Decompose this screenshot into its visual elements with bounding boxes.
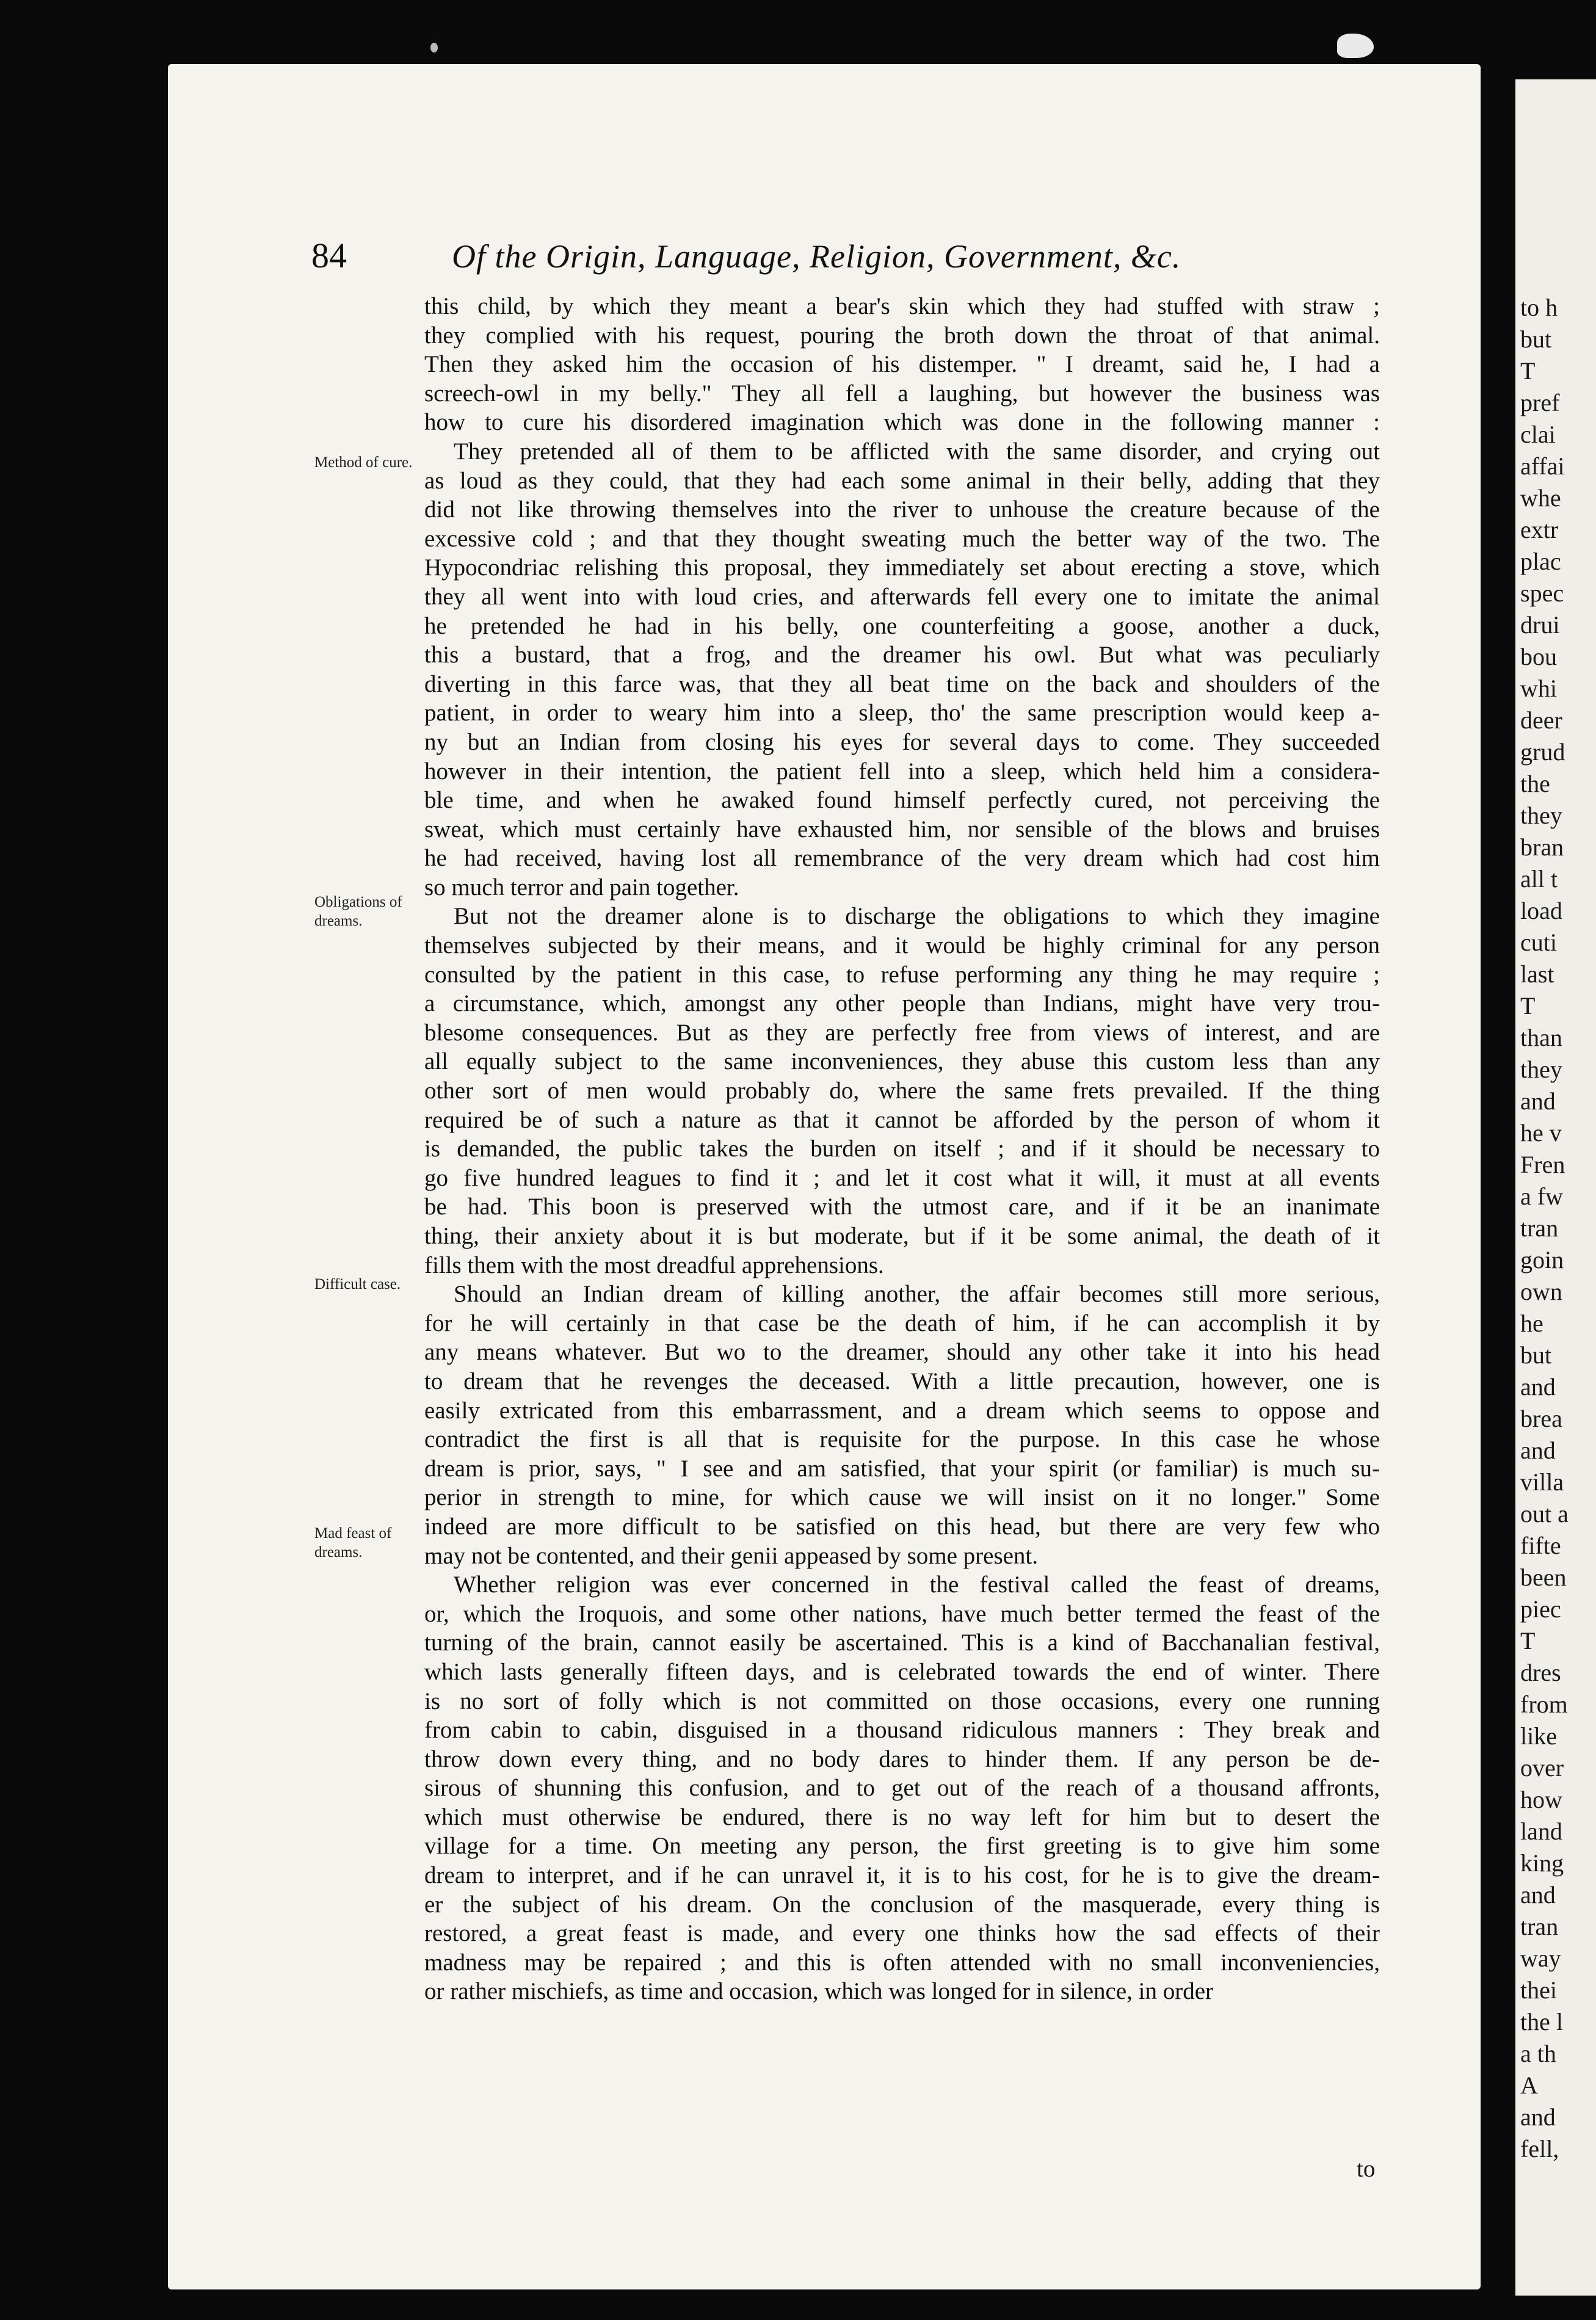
text-line: be had. This boon is preserved with the utmost care, and if it be an inanimate: [424, 1194, 1380, 1220]
facing-page-fragment: he: [1520, 1310, 1543, 1337]
facing-page-fragment: to h: [1520, 294, 1558, 321]
text-line: as loud as they could, that they had each some animal in their belly, adding that they: [424, 467, 1380, 494]
text-line: from cabin to cabin, disguised in a thousand ridiculous manners : They break and: [424, 1717, 1380, 1744]
facing-page-fragment: they: [1520, 1056, 1562, 1083]
text-line: how to cure his disordered imagination which was done in the following manner :: [424, 409, 1380, 436]
facing-page-fragment: bou: [1520, 643, 1557, 670]
text-line: village for a time. On meeting any person, the first greeting is to give him some: [424, 1833, 1380, 1860]
facing-page-edge: [1515, 79, 1596, 2296]
catchword: to: [1357, 2156, 1376, 2182]
facing-page-fragment: dres: [1520, 1659, 1561, 1686]
text-line: Hypocondriac relishing this proposal, they immediately set about erecting a stove, which: [424, 554, 1380, 581]
body-text: [424, 292, 1380, 2006]
facing-page-fragment: spec: [1520, 579, 1564, 607]
facing-page-fragment: bran: [1520, 833, 1564, 861]
text-line: sirous of shunning this confusion, and to get out of the reach of a thousand affronts,: [424, 1775, 1380, 1802]
sidenote-mad-feast-of-dreams: Mad feast of dreams.: [314, 1525, 392, 1561]
text-line: madness may be repaired ; and this is often attended with no small inconveniencies,: [424, 1949, 1380, 1976]
facing-page-fragment: load: [1520, 897, 1562, 924]
facing-page-fragment: and: [1520, 2103, 1556, 2131]
facing-page-fragment: and: [1520, 1087, 1556, 1115]
facing-page-fragment: the l: [1520, 2008, 1563, 2035]
text-line: er the subject of his dream. On the conclusion of the masquerade, every thing is: [424, 1891, 1380, 1918]
facing-page-fragment: villa: [1520, 1468, 1564, 1496]
text-line: But not the dreamer alone is to discharge the obligations to which they imagine: [454, 903, 1380, 930]
facing-page-fragment: than: [1520, 1024, 1562, 1051]
facing-page-fragment: clai: [1520, 421, 1556, 448]
facing-page-fragment: T: [1520, 357, 1536, 385]
text-line: Then they asked him the occasion of his distemper. " I dreamt, said he, I had a: [424, 351, 1380, 378]
facing-page-fragment: out a: [1520, 1500, 1569, 1528]
facing-page-fragment: how: [1520, 1786, 1562, 1813]
text-line: all equally subject to the same inconveniences, they abuse this custom less than any: [424, 1048, 1380, 1075]
text-line: thing, their anxiety about it is but moderate, but if it be some animal, the death of it: [424, 1223, 1380, 1249]
text-line: dream to interpret, and if he can unravel it, it is to his cost, for he is to give the dream-: [424, 1862, 1380, 1889]
text-line: he pretended he had in his belly, one counterfeiting a goose, another a duck,: [424, 612, 1380, 639]
text-line: any means whatever. But wo to the dreamer, should any other take it into his head: [424, 1339, 1380, 1366]
text-line: he had received, having lost all remembrance of the very dream which had cost him: [424, 845, 1380, 872]
text-line: turning of the brain, cannot easily be ascertained. This is a kind of Bacchanalian festival,: [424, 1629, 1380, 1656]
text-line: they complied with his request, pouring the broth down the throat of that animal.: [424, 322, 1380, 349]
facing-page-fragment: and: [1520, 1881, 1556, 1909]
text-line: fills them with the most dreadful apprehensions.: [424, 1252, 884, 1278]
facing-page-fragment: way: [1520, 1945, 1561, 1972]
text-line: or, which the Iroquois, and some other nations, have much better termed the feast of the: [424, 1600, 1380, 1627]
facing-page-fragment: over: [1520, 1754, 1564, 1782]
facing-page-fragment: a fw: [1520, 1183, 1563, 1210]
text-line: diverting in this farce was, that they all beat time on the back and shoulders of the: [424, 670, 1380, 697]
text-line: a circumstance, which, amongst any other people than Indians, might have very trou-: [424, 990, 1380, 1017]
text-line: consulted by the patient in this case, to refuse performing any thing he may require ;: [424, 961, 1380, 988]
text-line: this a bustard, that a frog, and the dreamer his owl. But what was peculiarly: [424, 642, 1380, 669]
text-line: for he will certainly in that case be the death of him, if he can accomplish it by: [424, 1310, 1380, 1336]
facing-page-fragment: all t: [1520, 865, 1558, 893]
facing-page-fragment: own: [1520, 1278, 1562, 1305]
sidenote-method-of-cure: Method of cure.: [314, 454, 413, 471]
sidenote-difficult-case: Difficult case.: [314, 1276, 401, 1292]
text-line: which must otherwise be endured, there is no way left for him but to desert the: [424, 1803, 1380, 1830]
facing-page-fragment: extr: [1520, 516, 1559, 543]
facing-page-fragment: fifte: [1520, 1532, 1561, 1559]
facing-page-fragment: tran: [1520, 1214, 1559, 1242]
facing-page-fragment: whe: [1520, 484, 1561, 512]
facing-page-fragment: and: [1520, 1373, 1556, 1401]
text-line: screech-owl in my belly." They all fell a laughing, but however the business was: [424, 380, 1380, 407]
facing-page-fragment: drui: [1520, 611, 1560, 639]
text-line: themselves subjected by their means, and it would be highly criminal for any person: [424, 932, 1380, 959]
facing-page-fragment: but: [1520, 325, 1552, 353]
facing-page-fragment: been: [1520, 1564, 1567, 1591]
facing-page-fragment: but: [1520, 1341, 1552, 1369]
facing-page-fragment: thei: [1520, 1976, 1557, 2004]
text-line: or rather mischiefs, as time and occasion, which was longed for in silence, in order: [424, 1978, 1214, 2005]
text-line: this child, by which they meant a bear's skin which they had stuffed with straw ;: [424, 293, 1380, 319]
text-line: required be of such a nature as that it cannot be afforded by the person of whom it: [424, 1106, 1380, 1133]
running-head: Of the Origin, Language, Religion, Government, &c.: [452, 238, 1181, 275]
facing-page-fragment: Fren: [1520, 1151, 1565, 1178]
facing-page-fragment: T: [1520, 992, 1536, 1020]
sidenote-obligations-of-dreams: Obligations of dreams.: [314, 894, 402, 929]
facing-page-fragment: he v: [1520, 1119, 1562, 1147]
text-line: indeed are more difficult to be satisfied on this head, but there are very few who: [424, 1513, 1380, 1540]
facing-page-fragment: land: [1520, 1818, 1562, 1845]
facing-page-fragment: cuti: [1520, 929, 1557, 956]
facing-page-fragment: affai: [1520, 452, 1565, 480]
facing-page-fragment: plac: [1520, 548, 1561, 575]
facing-page-fragment: brea: [1520, 1405, 1562, 1432]
facing-page-fragment: T: [1520, 1627, 1536, 1655]
facing-page-fragment: like: [1520, 1722, 1557, 1750]
facing-page-fragment: piec: [1520, 1595, 1561, 1623]
facing-page-fragment: from: [1520, 1691, 1568, 1718]
facing-page-fragment: king: [1520, 1849, 1564, 1877]
text-line: Whether religion was ever concerned in the festival called the feast of dreams,: [454, 1571, 1380, 1598]
text-line: contradict the first is all that is requisite for the purpose. In this case he whose: [424, 1426, 1380, 1453]
facing-page-fragment: fell,: [1520, 2135, 1559, 2162]
facing-page-fragment: tran: [1520, 1913, 1559, 1940]
text-line: other sort of men would probably do, where the same frets prevailed. If the thing: [424, 1078, 1380, 1104]
paper-blemish: [430, 43, 438, 53]
facing-page-fragment: deer: [1520, 706, 1562, 734]
facing-page-fragment: pref: [1520, 389, 1560, 416]
facing-page-fragment: the: [1520, 770, 1550, 797]
text-line: Should an Indian dream of killing another, the affair becomes still more serious,: [454, 1281, 1380, 1308]
facing-page-fragment: whi: [1520, 675, 1557, 702]
text-line: which lasts generally fifteen days, and is celebrated towards the end of winter. There: [424, 1658, 1380, 1685]
facing-page-fragment: grud: [1520, 738, 1565, 766]
text-line: easily extricated from this embarrassment, and a dream which seems to oppose and: [424, 1397, 1380, 1424]
text-line: is demanded, the public takes the burden on itself ; and if it should be necessary to: [424, 1136, 1380, 1162]
text-line: dream is prior, says, " I see and am satisfied, that your spirit (or familiar) is much su-: [424, 1455, 1380, 1482]
facing-page-fragment: A: [1520, 2072, 1538, 2099]
facing-page-fragment: goin: [1520, 1246, 1564, 1274]
text-line: sweat, which must certainly have exhausted him, nor sensible of the blows and bruises: [424, 816, 1380, 843]
text-line: They pretended all of them to be afflicted with the same disorder, and crying out: [454, 438, 1380, 465]
text-line: ble time, and when he awaked found himself perfectly cured, not perceiving the: [424, 787, 1380, 814]
paper-blemish: [1337, 34, 1374, 58]
text-line: patient, in order to weary him into a sleep, tho' the same prescription would keep a-: [424, 700, 1380, 727]
text-line: ny but an Indian from closing his eyes for several days to come. They succeeded: [424, 728, 1380, 755]
page-number: 84: [311, 236, 347, 275]
text-line: go five hundred leagues to find it ; and let it cost what it will, it must at all events: [424, 1164, 1380, 1191]
text-line: perior in strength to mine, for which cause we will insist on it no longer." Some: [424, 1484, 1380, 1511]
text-line: is no sort of folly which is not committed on those occasions, every one running: [424, 1687, 1380, 1714]
text-line: throw down every thing, and no body dares to hinder them. If any person be de-: [424, 1745, 1380, 1772]
text-line: excessive cold ; and that they thought sweating much the better way of the two. The: [424, 525, 1380, 552]
text-line: however in their intention, the patient fell into a sleep, which held him a considera-: [424, 758, 1380, 785]
text-line: blesome consequences. But as they are perfectly free from views of interest, and are: [424, 1019, 1380, 1046]
text-line: to dream that he revenges the deceased. With a little precaution, however, one is: [424, 1368, 1380, 1394]
text-line: so much terror and pain together.: [424, 874, 739, 901]
facing-page-fragment: they: [1520, 802, 1562, 829]
text-line: restored, a great feast is made, and every one thinks how the sad effects of their: [424, 1920, 1380, 1947]
facing-page-fragment: a th: [1520, 2040, 1556, 2067]
facing-page-fragment: last: [1520, 960, 1554, 988]
page-header: [311, 235, 1404, 278]
text-line: did not like throwing themselves into the river to unhouse the creature because of the: [424, 496, 1380, 523]
text-line: may not be contented, and their genii appeased by some present.: [424, 1542, 1039, 1569]
text-line: they all went into with loud cries, and afterwards fell every one to imitate the animal: [424, 583, 1380, 610]
facing-page-fragment: and: [1520, 1437, 1556, 1464]
